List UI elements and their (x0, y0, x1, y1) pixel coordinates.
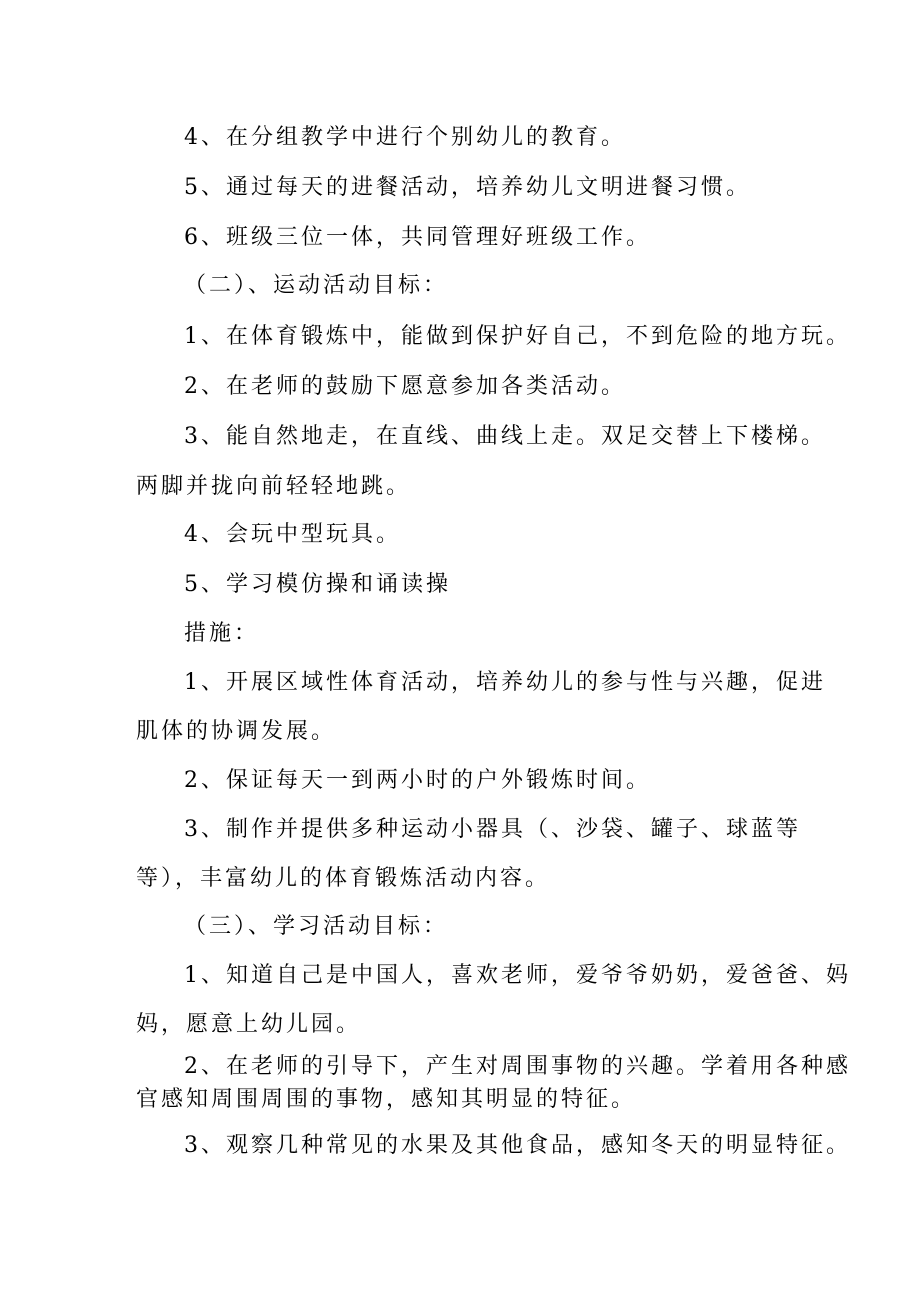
text-line: 6、班级三位一体，共同管理好班级工作。 (184, 225, 651, 250)
text-line: 3、能自然地走，在直线、曲线上走。双足交替上下楼梯。 (184, 424, 826, 449)
text-line: 1、知道自己是中国人，喜欢老师，爱爷爷奶奶，爱爸爸、妈 (184, 963, 851, 988)
text-line: 2、在老师的引导下，产生对周围事物的兴趣。学着用各种感 (184, 1054, 851, 1079)
text-line: 4、会玩中型玩具。 (184, 522, 401, 547)
section-heading: （三）、学习活动目标： (184, 914, 449, 939)
text-line: 3、观察几种常见的水果及其他食品，感知冬天的明显特征。 (184, 1133, 851, 1158)
subheading-measures: 措施： (184, 621, 260, 646)
text-line-continuation: 妈，愿意上幼儿园。 (136, 1012, 362, 1037)
text-line: 5、通过每天的进餐活动，培养幼儿文明进餐习惯。 (184, 175, 751, 200)
text-line: 3、制作并提供多种运动小器具（、沙袋、罐子、球蓝等 (184, 817, 801, 842)
text-line-continuation: 等），丰富幼儿的体育锻炼活动内容。 (136, 866, 551, 891)
text-line: 5、学习模仿操和诵读操 (184, 572, 451, 597)
text-line-continuation: 官感知周围周围的事物，感知其明显的特征。 (136, 1087, 637, 1112)
text-line: 2、保证每天一到两小时的户外锻炼时间。 (184, 768, 651, 793)
section-heading: （二）、运动活动目标： (184, 273, 449, 298)
text-line: 4、在分组教学中进行个别幼儿的教育。 (184, 125, 626, 150)
text-line: 2、在老师的鼓励下愿意参加各类活动。 (184, 374, 626, 399)
text-line-continuation: 肌体的协调发展。 (136, 719, 337, 744)
text-line: 1、开展区域性体育活动，培养幼儿的参与性与兴趣，促进 (184, 670, 826, 695)
text-line-continuation: 两脚并拢向前轻轻地跳。 (136, 474, 412, 499)
text-line: 1、在体育锻炼中，能做到保护好自己，不到危险的地方玩。 (184, 324, 851, 349)
